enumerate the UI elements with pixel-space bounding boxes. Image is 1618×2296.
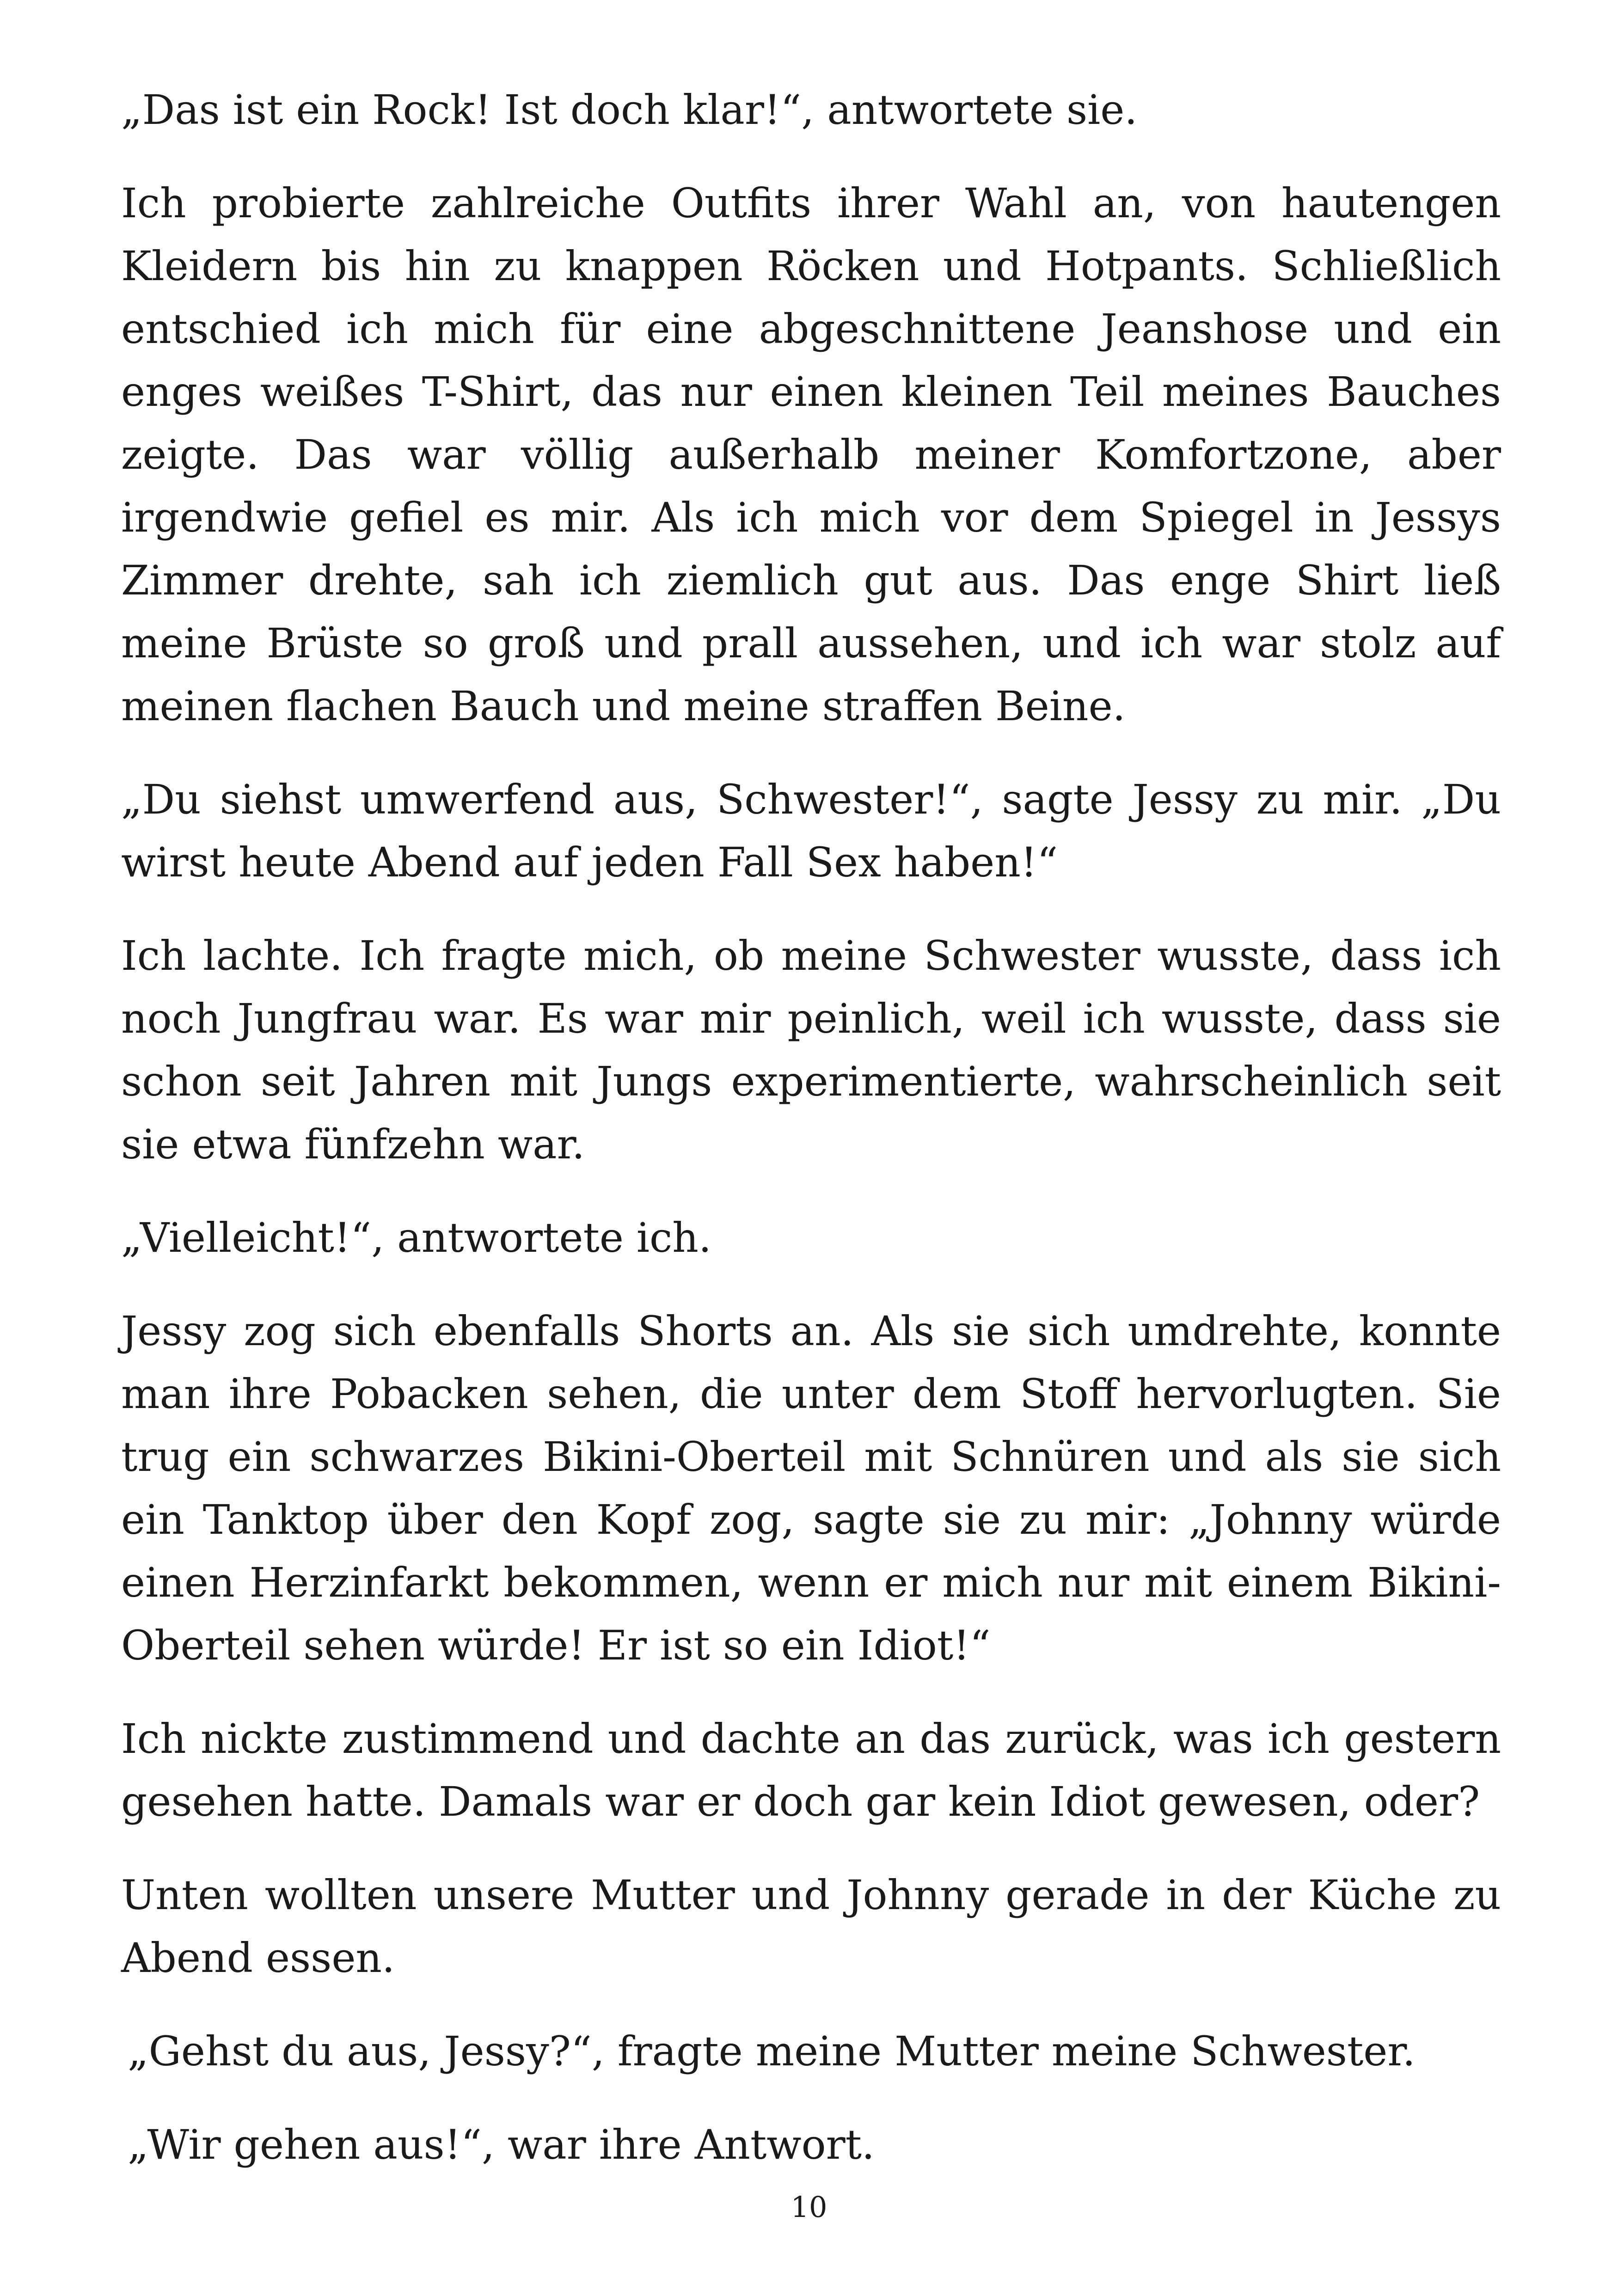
paragraph-7: Ich nickte zustimmend und dachte an das zurück, was ich gestern gesehen hatte. Damals war er doch gar kein Idiot gewesen, oder?: [121, 1715, 1501, 1825]
paragraph-2: Ich probierte zahlreiche Outfits ihrer Wahl an, von hautengen Kleidern bis hin zu knappen Röcken und Hotpants. Schließlich entschied ich mich für eine abgeschnittene Jeanshose und ein enges weißes T-Shirt, das nur einen kleinen Teil meines Bauches zeigte. Das war völlig außerhalb meiner Komfortzone, aber irgendwie gefiel es mir. Als ich mich vor dem Spiegel in Jessys Zimmer drehte, sah ich ziemlich gut aus. Das enge Shirt ließ meine Brüste so groß und prall aussehen, und ich war stolz auf meinen flachen Bauch und meine straffen Beine.: [121, 179, 1501, 730]
paragraph-9: „Gehst du aus, Jessy?“, fragte meine Mutter meine Schwester.: [128, 2027, 1416, 2075]
paragraph-1: „Das ist ein Rock! Ist doch klar!“, antwortete sie.: [121, 86, 1138, 134]
paragraph-4: Ich lachte. Ich fragte mich, ob meine Schwester wusste, dass ich noch Jungfrau war. Es war mir peinlich, weil ich wusste, dass sie schon seit Jahren mit Jungs experimentierte, wahrscheinlich seit sie etwa fünfzehn war.: [121, 932, 1501, 1168]
paragraph-10: „Wir gehen aus!“, war ihre Antwort.: [128, 2121, 875, 2168]
paragraph-5: „Vielleicht!“, antwortete ich.: [121, 1214, 711, 1261]
paragraph-6: Jessy zog sich ebenfalls Shorts an. Als sie sich umdrehte, konnte man ihre Pobacken sehen, die unter dem Stoff hervorlugten. Sie trug ein schwarzes Bikini-Oberteil mit Schnüren und als sie sich ein Tanktop über den Kopf zog, sagte sie zu mir: „Johnny würde einen Herzinfarkt bekommen, wenn er mich nur mit einem Bikini-Oberteil sehen würde! Er ist so ein Idiot!“: [121, 1307, 1501, 1669]
page-number: 10: [791, 2190, 827, 2224]
paragraph-3: „Du siehst umwerfend aus, Schwester!“, sagte Jessy zu mir. „Du wirst heute Abend auf jeden Fall Sex haben!“: [121, 776, 1501, 886]
paragraph-8: Unten wollten unsere Mutter und Johnny gerade in der Küche zu Abend essen.: [121, 1871, 1501, 1982]
body-text: [121, 79, 1501, 2207]
